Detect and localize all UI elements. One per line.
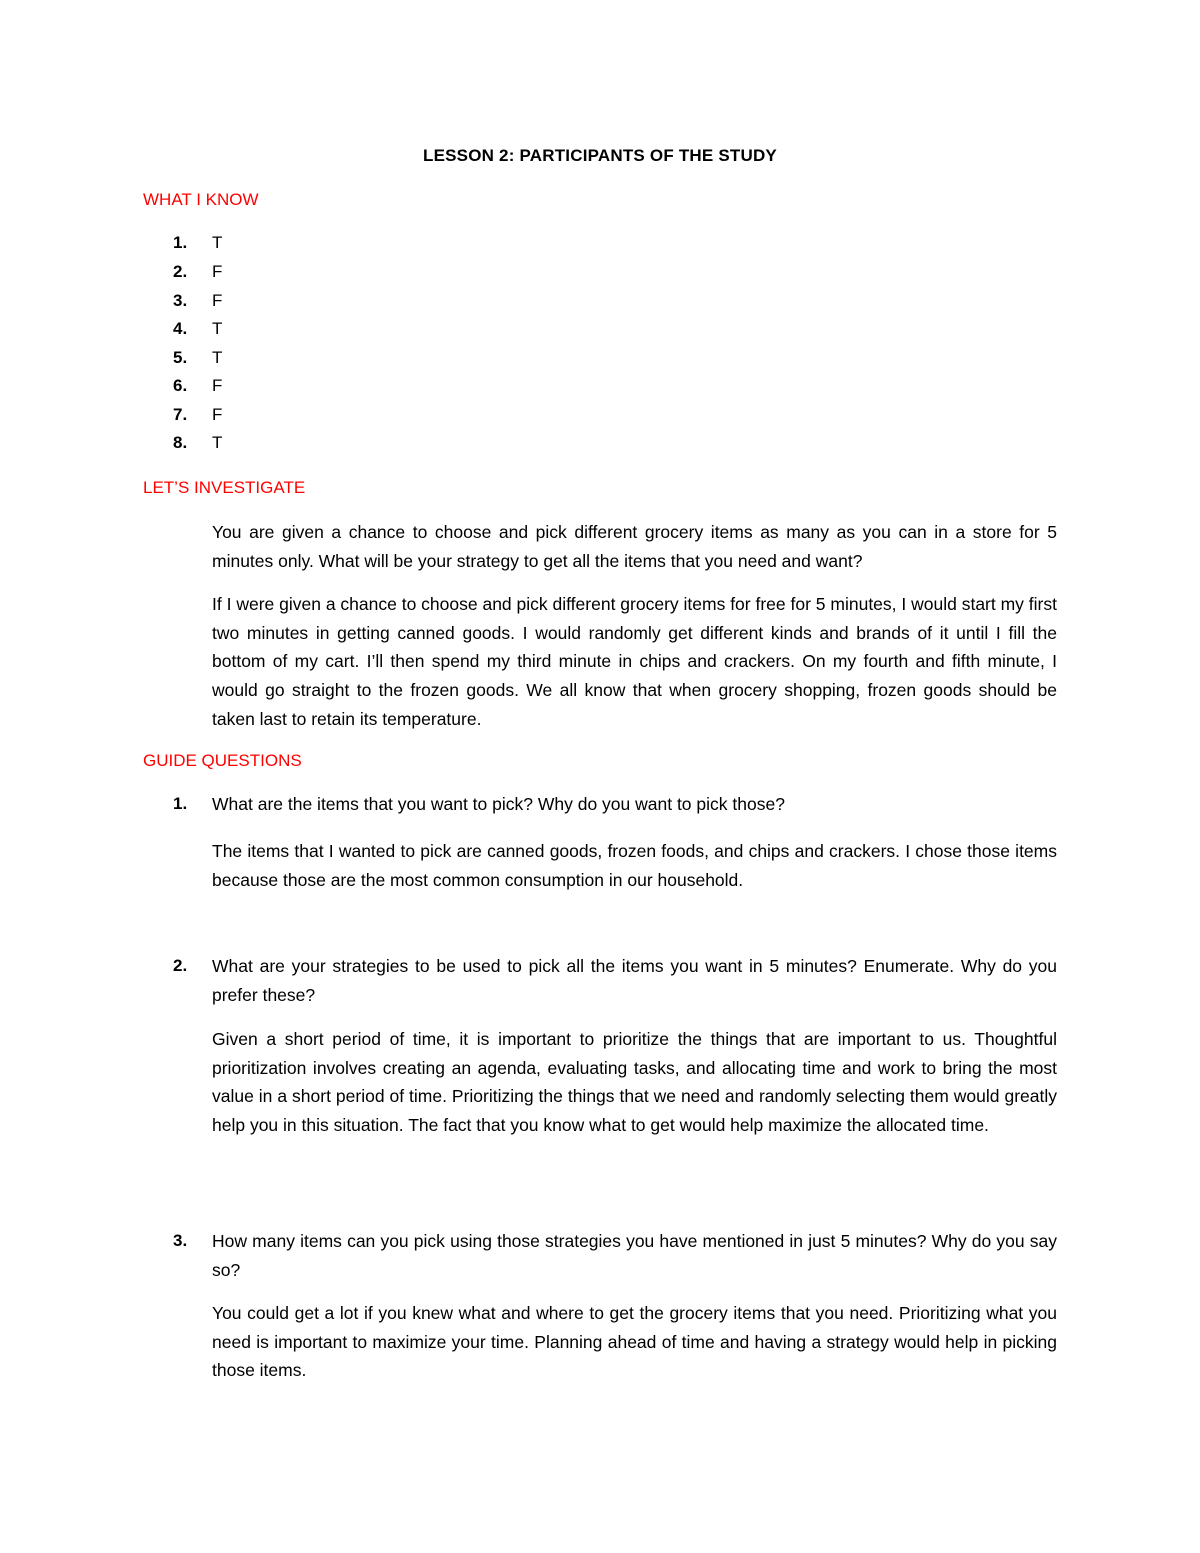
question-number: 3.: [173, 1231, 188, 1250]
page-title: LESSON 2: PARTICIPANTS OF THE STUDY: [423, 146, 777, 165]
list-item-number: 3.: [173, 291, 188, 310]
list-item-number: 2.: [173, 262, 188, 281]
list-item-number: 7.: [173, 405, 188, 424]
what-i-know-heading: WHAT I KNOW: [143, 190, 259, 209]
list-item-answer: F: [212, 291, 223, 310]
investigate-response: If I were given a chance to choose and pick different grocery items for free for 5 minutes, I would start my first two minutes in getting canned goods. I would randomly get different kinds and brands of it until I fill the bottom of my cart. I’ll then spend my third minute in chips and crackers. On my fourth and fifth minute, I would go straight to the frozen goods. We all know that when grocery shopping, frozen goods should be taken last to retain its temperature.: [212, 594, 1057, 729]
list-item-answer: T: [212, 348, 223, 367]
guide-question: What are the items that you want to pick? Why do you want to pick those?: [212, 794, 785, 814]
list-item-number: 1.: [173, 233, 188, 252]
guide-question: What are your strategies to be used to pick all the items you want in 5 minutes? Enumerate. Why do you prefer these?: [212, 956, 1057, 1005]
list-item-answer: F: [212, 376, 223, 395]
list-item-answer: T: [212, 433, 223, 452]
guide-question: How many items can you pick using those strategies you have mentioned in just 5 minutes? Why do you say so?: [212, 1231, 1057, 1280]
list-item-number: 8.: [173, 433, 188, 452]
list-item-answer: F: [212, 262, 223, 281]
list-item-number: 4.: [173, 319, 188, 338]
list-item-answer: T: [212, 233, 223, 252]
guide-answer: The items that I wanted to pick are canned goods, frozen foods, and chips and crackers. I chose those items because those are the most common consumption in our household.: [212, 841, 1057, 890]
question-number: 2.: [173, 956, 188, 975]
list-item-answer: T: [212, 319, 223, 338]
question-number: 1.: [173, 794, 188, 813]
list-item-number: 5.: [173, 348, 188, 367]
guide-answer: Given a short period of time, it is important to prioritize the things that are important to us. Thoughtful prioritization involves creating an agenda, evaluating tasks, and allocating time and work to bring the most value in a short period of time. Prioritizing the things that we need and randomly selecting them would greatly help you in this situation. The fact that you know what to get would help maximize the allocated time.: [212, 1029, 1057, 1136]
guide-questions-heading: GUIDE QUESTIONS: [143, 751, 302, 770]
guide-answer: You could get a lot if you knew what and where to get the grocery items that you need. Prioritizing what you need is important to maximize your time. Planning ahead of time and having a strategy would help in picking those items.: [212, 1303, 1057, 1381]
list-item-answer: F: [212, 405, 223, 424]
list-item-number: 6.: [173, 376, 188, 395]
investigate-prompt: You are given a chance to choose and pick different grocery items as many as you can in a store for 5 minutes only. What will be your strategy to get all the items that you need and want?: [212, 522, 1057, 571]
lets-investigate-heading: LET’S INVESTIGATE: [143, 478, 306, 497]
